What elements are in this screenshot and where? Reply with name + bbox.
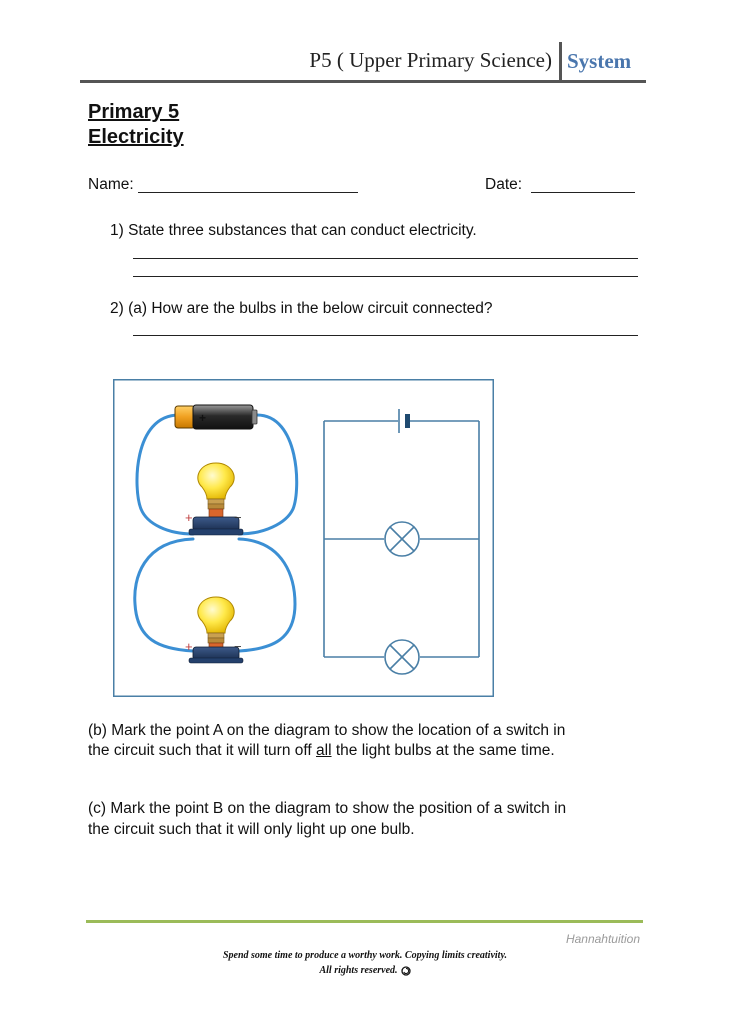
name-answer-line[interactable] xyxy=(138,192,358,193)
header-divider xyxy=(559,42,562,82)
header-subject: P5 ( Upper Primary Science) xyxy=(309,48,552,72)
swirl-icon xyxy=(401,966,411,976)
header-system: System xyxy=(567,49,632,73)
footer-rule xyxy=(86,920,643,923)
bulb2-minus-label: − xyxy=(234,639,242,654)
name-label: Name: xyxy=(88,176,134,193)
bulb2-plus-label: + xyxy=(185,639,193,654)
q2b-text-pre: the circuit such that it will turn off xyxy=(88,742,317,759)
bulb1-plus-label: + xyxy=(185,510,193,525)
question-2c-line2: the circuit such that it will only light up one bulb. xyxy=(88,821,415,838)
date-answer-line[interactable] xyxy=(531,192,635,193)
header-rule xyxy=(80,80,646,83)
footer-note: Spend some time to produce a worthy work. Copying limits creativity. xyxy=(222,950,508,961)
q1-answer-line[interactable] xyxy=(133,258,638,259)
q1-answer-line[interactable] xyxy=(133,276,638,277)
question-2c-line1: (c) Mark the point B on the diagram to show the position of a switch in xyxy=(88,800,567,817)
footer-copyright-text: All rights reserved. xyxy=(319,965,398,976)
question-2b-line2 xyxy=(88,742,555,760)
question-1: 1) State three substances that can conduct electricity. xyxy=(110,222,477,239)
circuit-diagram xyxy=(113,379,494,697)
worksheet-title-level: Primary 5 xyxy=(88,101,180,123)
battery-plus-label: + xyxy=(199,411,207,425)
battery-icon xyxy=(175,405,257,429)
question-2b-line1: (b) Mark the point A on the diagram to show the location of a switch in xyxy=(88,722,566,739)
date-label: Date: xyxy=(485,176,523,193)
footer-copyright xyxy=(160,965,570,976)
worksheet-title-topic: Electricity xyxy=(88,126,184,148)
q2a-answer-line[interactable] xyxy=(133,335,638,336)
bulb1-minus-label: − xyxy=(234,510,242,525)
q2b-text-post: the light bulbs at the same time. xyxy=(331,742,555,759)
footer-brand: Hannahtuition xyxy=(565,932,640,946)
q2b-emphasis: all xyxy=(316,742,332,759)
question-2a: 2) (a) How are the bulbs in the below circuit connected? xyxy=(110,300,493,317)
